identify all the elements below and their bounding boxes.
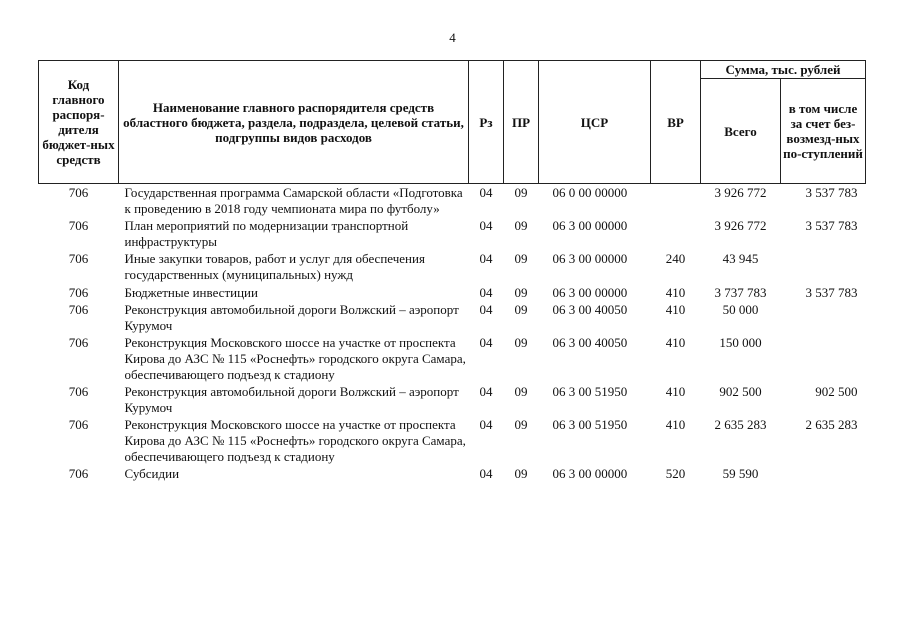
cell-rz: 04 (479, 302, 493, 318)
cell-pr: 09 (514, 218, 528, 234)
cell-csr: 06 3 00 00000 (552, 218, 628, 234)
table-row (39, 184, 866, 218)
cell-code: 706 (68, 185, 89, 200)
header-pr: ПР (504, 61, 539, 184)
cell-csr: 06 3 00 40050 (552, 335, 628, 351)
cell-pr: 09 (514, 185, 528, 200)
cell-grant (781, 250, 866, 283)
header-rz: Рз (469, 61, 504, 184)
cell-grant: 2 635 283 (805, 417, 858, 433)
cell-csr: 06 0 00 00000 (552, 185, 628, 200)
cell-csr: 06 3 00 00000 (552, 466, 628, 482)
cell-pr: 09 (514, 284, 528, 300)
cell-pr: 09 (514, 251, 528, 267)
cell-total: 50 000 (722, 302, 759, 318)
cell-pr: 09 (514, 417, 528, 433)
table-row (39, 250, 866, 283)
cell-rz: 04 (479, 417, 493, 433)
cell-total: 2 635 283 (714, 417, 767, 433)
cell-total: 59 590 (722, 466, 759, 482)
cell-total: 3 926 772 (714, 218, 767, 234)
cell-code: 706 (68, 384, 89, 400)
cell-vr: 410 (665, 384, 686, 400)
cell-name: Бюджетные инвестиции (124, 284, 258, 300)
page-number: 4 (449, 30, 456, 45)
cell-code: 706 (68, 284, 89, 300)
cell-code: 706 (68, 251, 89, 267)
table-row (39, 465, 866, 483)
cell-grant (781, 334, 866, 383)
cell-vr (651, 217, 701, 250)
cell-grant (781, 465, 866, 483)
cell-pr: 09 (514, 335, 528, 351)
cell-csr: 06 3 00 00000 (552, 251, 628, 267)
cell-csr: 06 3 00 00000 (552, 284, 628, 300)
cell-rz: 04 (479, 218, 493, 234)
cell-name: Реконструкция Московского шоссе на участке от проспекта Кирова до АЗС № 115 «Роснефть» городского округа Самара, обеспечивающего подъезд к стадиону (124, 335, 466, 382)
cell-name: План мероприятий по модернизации транспортной инфраструктуры (124, 218, 409, 249)
cell-rz: 04 (479, 251, 493, 267)
cell-total: 902 500 (719, 384, 762, 400)
cell-rz: 04 (479, 466, 493, 482)
cell-grant (781, 301, 866, 334)
cell-csr: 06 3 00 40050 (552, 302, 628, 318)
header-csr: ЦСР (539, 61, 651, 184)
cell-pr: 09 (514, 466, 528, 482)
cell-name: Государственная программа Самарской области «Подготовка к проведению в 2018 году чемпионата мира по футболу» (124, 185, 463, 216)
cell-total: 3 737 783 (714, 284, 767, 300)
cell-code: 706 (68, 466, 89, 482)
cell-vr: 240 (665, 251, 686, 267)
cell-total: 43 945 (722, 251, 759, 267)
header-name: Наименование главного распорядителя средств областного бюджета, раздела, подраздела, целевой статьи, подгруппы видов расходов (119, 61, 469, 184)
cell-rz: 04 (479, 284, 493, 300)
table-header (39, 61, 866, 184)
cell-rz: 04 (479, 185, 493, 200)
cell-vr: 410 (665, 335, 686, 351)
table-row (39, 334, 866, 383)
cell-grant: 3 537 783 (805, 284, 858, 300)
cell-vr: 410 (665, 302, 686, 318)
table-row (39, 301, 866, 334)
header-total: Всего (701, 79, 781, 184)
cell-vr: 410 (665, 417, 686, 433)
header-code: Код главного распоря-дителя бюджет-ных средств (39, 61, 119, 184)
cell-grant: 3 537 783 (805, 185, 858, 200)
scan-artifact (10, 488, 14, 548)
cell-name: Реконструкция Московского шоссе на участке от проспекта Кирова до АЗС № 115 «Роснефть» городского округа Самара, обеспечивающего подъезд к стадиону (124, 417, 466, 464)
table-row (39, 416, 866, 465)
cell-code: 706 (68, 335, 89, 351)
cell-pr: 09 (514, 384, 528, 400)
cell-code: 706 (68, 218, 89, 234)
cell-vr (651, 184, 701, 218)
cell-code: 706 (68, 302, 89, 318)
cell-total: 3 926 772 (714, 185, 767, 200)
cell-total: 150 000 (719, 335, 762, 351)
header-sum-group: Сумма, тыс. рублей (701, 61, 866, 79)
cell-pr: 09 (514, 302, 528, 318)
cell-name: Реконструкция автомобильной дороги Волжский – аэропорт Курумоч (124, 302, 459, 333)
cell-csr: 06 3 00 51950 (552, 417, 628, 433)
header-vr: ВР (651, 61, 701, 184)
cell-rz: 04 (479, 384, 493, 400)
cell-name: Реконструкция автомобильной дороги Волжский – аэропорт Курумоч (124, 384, 459, 415)
budget-table (38, 60, 866, 483)
table-body (39, 184, 866, 483)
cell-grant: 902 500 (815, 384, 858, 400)
cell-vr: 410 (665, 284, 686, 300)
cell-grant: 3 537 783 (805, 218, 858, 234)
table-row (39, 217, 866, 250)
cell-csr: 06 3 00 51950 (552, 384, 628, 400)
header-grant: в том числе за счет без-возмезд-ных по-ступлений (781, 79, 866, 184)
cell-name: Иные закупки товаров, работ и услуг для обеспечения государственных (муниципальных) нужд (124, 251, 425, 282)
table-row (39, 284, 866, 302)
cell-vr: 520 (665, 466, 686, 482)
table-row (39, 383, 866, 416)
cell-code: 706 (68, 417, 89, 433)
cell-name: Субсидии (124, 466, 180, 482)
cell-rz: 04 (479, 335, 493, 351)
